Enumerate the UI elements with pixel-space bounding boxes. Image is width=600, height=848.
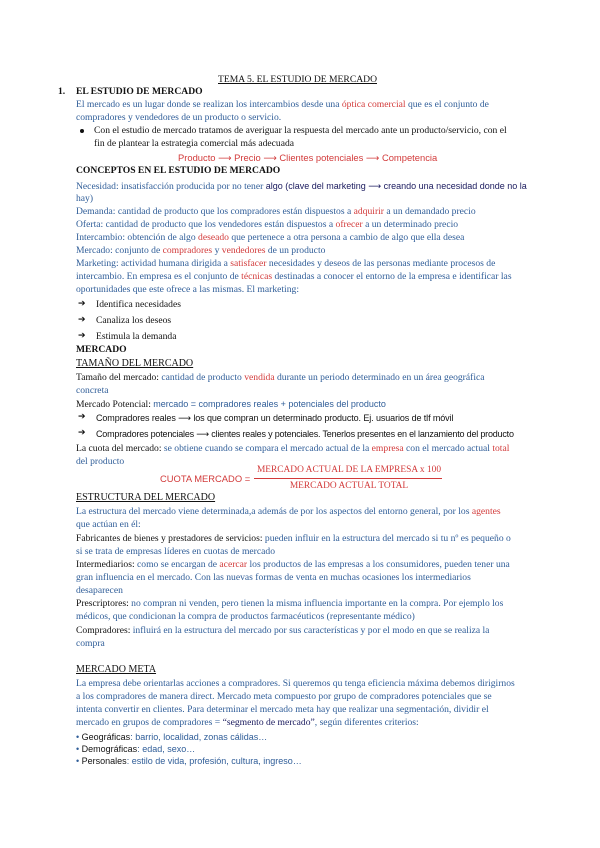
criterio-item: • Personales: estilo de vida, profesión, cultura, ingreso… [76, 756, 302, 766]
fabricantes-line-1: Fabricantes de bienes y prestadores de servicios: pueden influir en la estructura del mercado si tu nº es pequeño o [76, 533, 511, 544]
prescriptores-line-1: Prescriptores: no compran ni venden, pero tienen la misma influencia importante en la compra. Por ejemplo los [76, 598, 504, 609]
marketing-line-2: intercambio. En empresa es el conjunto de técnicas destinadas a conocer el entorno de la empresa e identificar las [76, 271, 512, 282]
arrow-icon: ➔ [78, 428, 86, 438]
meta-line-1: La empresa debe orientarlas acciones a compradores. Si queremos qu tenga eficiencia máxima debemos dirigirnos [76, 678, 515, 689]
bullet-dot [80, 129, 84, 133]
bullet-text-2: fin de plantear la estrategia comercial más adecuada [94, 138, 295, 149]
compradores-potenciales: Compradores potenciales ⟶ clientes reales y potenciales. Tenerlos presentes en el lanzamiento del producto [96, 429, 514, 439]
intro-line-2: compradores y vendedores de un producto o servicio. [76, 112, 282, 123]
intermediarios-line-3: desaparecen [76, 585, 123, 596]
mercado-heading: MERCADO [76, 344, 127, 355]
oferta-line: Oferta: cantidad de producto que los vendedores están dispuestos a ofrecer a un determinado precio [76, 219, 459, 230]
arrow-icon: ➔ [78, 412, 86, 422]
criterio-item: • Demográficas: edad, sexo… [76, 744, 196, 754]
meta-heading: MERCADO META [76, 664, 157, 675]
compradores-line-2: compra [76, 638, 105, 649]
marketing-line-1: Marketing: actividad humana dirigida a satisfacer necesidades y deseos de las personas mediante procesos de [76, 258, 496, 269]
section-number: 1. [58, 86, 66, 97]
formula-numerator: MERCADO ACTUAL DE LA EMPRESA x 100 [256, 465, 442, 475]
intro-line-1: El mercado es un lugar donde se realizan los intercambios desde una óptica comercial que es el conjunto de [76, 99, 489, 110]
arrow-icon: ➔ [78, 299, 86, 309]
prescriptores-line-2: médicos, que condicionan la compra de productos farmacéuticos (representante médico) [76, 611, 415, 622]
mercado-def-line: Mercado: conjunto de compradores y vendedores de un producto [76, 245, 326, 256]
marketing-line-3: oportunidades que este ofrece a las mismas. El marketing: [76, 284, 299, 295]
chain-line: Producto ⟶ Precio ⟶ Clientes potenciales ⟶ Competencia [178, 152, 438, 163]
cuota-line-1: La cuota del mercado: se obtiene cuando se compara el mercado actual de la empresa con el mercado actual total [76, 443, 510, 454]
marketing-item: Identifica necesidades [96, 299, 181, 310]
estructura-line-1: La estructura del mercado viene determinada,a además de por los aspectos del entorno general, por los agentes [76, 506, 501, 517]
estructura-line-2: que actúan en él: [76, 519, 141, 530]
demanda-line: Demanda: cantidad de producto que los compradores están dispuestos a adquirir a un demandado precio [76, 206, 476, 217]
potencial-line: Mercado Potencial: mercado = compradores reales + potenciales del producto [76, 399, 386, 410]
necesidad-line-2: hay) [76, 193, 94, 204]
meta-line-4: mercado en grupos de compradores = “segmento de mercado”, según diferentes criterios: [76, 717, 419, 728]
estructura-heading: ESTRUCTURA DEL MERCADO [76, 492, 216, 503]
fabricantes-line-2: si se trata de empresas líderes en cuotas de mercado [76, 546, 275, 557]
tamano-line-1: Tamaño del mercado: cantidad de producto vendida durante un periodo determinado en un área geográfica [76, 372, 485, 383]
arrow-icon: ➔ [78, 315, 86, 325]
criterio-item: • Geográficas: barrio, localidad, zonas cálidas… [76, 732, 268, 742]
formula-denominator: MERCADO ACTUAL TOTAL [289, 481, 409, 491]
intermediarios-line-1: Intermediarios: como se encargan de acercar los productos de las empresas a los consumidores, pueden tener una [76, 559, 510, 570]
cuota-line-2: del producto [76, 456, 125, 467]
formula-lhs: CUOTA MERCADO = [160, 473, 251, 484]
page-title: TEMA 5. EL ESTUDIO DE MERCADO [218, 74, 377, 85]
arrow-icon: ➔ [78, 331, 86, 341]
intermediarios-line-2: gran influencia en el mercado. Con las nuevas formas de venta en muchas ocasiones los intermediarios [76, 572, 471, 583]
meta-line-3: intenta convertir en clientes. Para determinar el mercado meta hay que realizar una segmentación, dividir el [76, 704, 489, 715]
tamano-heading: TAMAÑO DEL MERCADO [76, 358, 194, 369]
compradores-line-1: Compradores: influirá en la estructura del mercado por sus características y por el modo en que se realiza la [76, 625, 490, 636]
compradores-reales: Compradores reales ⟶ los que compran un determinado producto. Ej. usuarios de tlf móvil [96, 413, 454, 423]
section-heading: EL ESTUDIO DE MERCADO [76, 86, 203, 97]
marketing-item: Estimula la demanda [96, 331, 177, 342]
intercambio-line: Intercambio: obtención de algo deseado que pertenece a otra persona a cambio de algo que ella desea [76, 232, 465, 243]
necesidad-line-1: Necesidad: insatisfacción producida por no tener algo (clave del marketing ⟶ creando una necesidad donde no la [76, 181, 527, 192]
bullet-text-1: Con el estudio de mercado tratamos de averiguar la respuesta del mercado ante un producto/servicio, con el [94, 125, 507, 136]
fraction-line [254, 478, 442, 479]
conceptos-heading: CONCEPTOS EN EL ESTUDIO DE MERCADO [76, 165, 281, 176]
tamano-line-2: concreta [76, 385, 109, 396]
highlight-optica: óptica comercial [341, 99, 406, 110]
meta-line-2: a los compradores de manera direct. Mercado meta compuesto por grupo de compradores potenciales que se [76, 691, 492, 702]
marketing-item: Canaliza los deseos [96, 315, 172, 326]
